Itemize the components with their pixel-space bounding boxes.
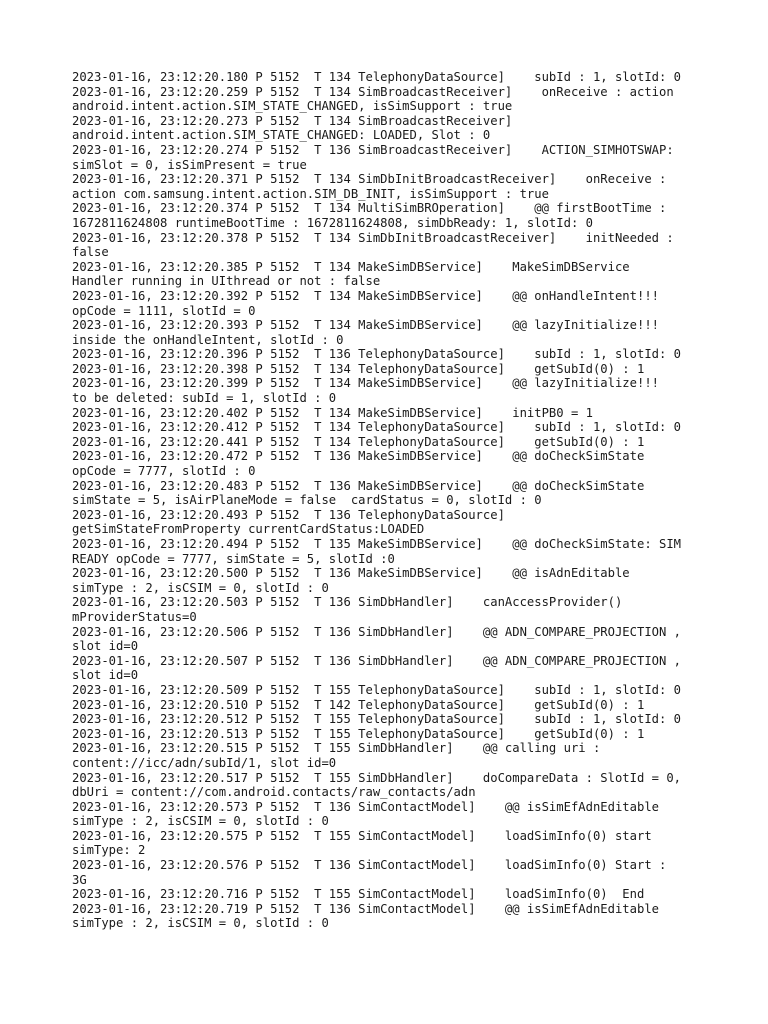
- log-line: simType : 2, isCSIM = 0, slotId : 0: [72, 814, 329, 829]
- log-line: simSlot = 0, isSimPresent = true: [72, 157, 307, 172]
- log-line: inside the onHandleIntent, slotId : 0: [72, 332, 344, 347]
- log-line: 2023-01-16, 23:12:20.371 P 5152 T 134 SimDbInitBroadcastReceiver] onReceive :: [72, 172, 667, 187]
- log-line: READY opCode = 7777, simState = 5, slotId :0: [72, 551, 395, 566]
- log-line: simType : 2, isCSIM = 0, slotId : 0: [72, 580, 329, 595]
- log-line: 2023-01-16, 23:12:20.402 P 5152 T 134 MakeSimDBService] initPB0 = 1: [72, 405, 593, 420]
- log-line: 2023-01-16, 23:12:20.396 P 5152 T 136 TelephonyDataSource] subId : 1, slotId: 0: [72, 347, 682, 362]
- log-line: 2023-01-16, 23:12:20.500 P 5152 T 136 MakeSimDBService] @@ isAdnEditable: [72, 566, 630, 581]
- log-line: opCode = 1111, slotId = 0: [72, 303, 256, 318]
- log-line: simState = 5, isAirPlaneMode = false cardStatus = 0, slotId : 0: [72, 493, 542, 508]
- log-line: false: [72, 245, 109, 260]
- log-line: 2023-01-16, 23:12:20.517 P 5152 T 155 SimDbHandler] doCompareData : SlotId = 0,: [72, 770, 682, 785]
- log-line: 1672811624808 runtimeBootTime : 1672811624808, simDbReady: 1, slotId: 0: [72, 215, 593, 230]
- log-line: getSimStateFromProperty currentCardStatus:LOADED: [72, 522, 425, 537]
- log-line: dbUri = content://com.android.contacts/raw_contacts/adn: [72, 785, 476, 800]
- log-line: 2023-01-16, 23:12:20.483 P 5152 T 136 MakeSimDBService] @@ doCheckSimState: [72, 478, 645, 493]
- log-line: content://icc/adn/subId/1, slot id=0: [72, 755, 337, 770]
- log-line: action com.samsung.intent.action.SIM_DB_INIT, isSimSupport : true: [72, 186, 549, 201]
- log-line: 2023-01-16, 23:12:20.512 P 5152 T 155 TelephonyDataSource] subId : 1, slotId: 0: [72, 712, 682, 727]
- log-line: 2023-01-16, 23:12:20.509 P 5152 T 155 TelephonyDataSource] subId : 1, slotId: 0: [72, 682, 682, 697]
- log-line: 2023-01-16, 23:12:20.374 P 5152 T 134 MultiSimBROperation] @@ firstBootTime :: [72, 201, 667, 216]
- log-line: 2023-01-16, 23:12:20.494 P 5152 T 135 MakeSimDBService] @@ doCheckSimState: SIM: [72, 537, 682, 551]
- log-line: 2023-01-16, 23:12:20.493 P 5152 T 136 TelephonyDataSource]: [72, 507, 505, 522]
- log-line: simType : 2, isCSIM = 0, slotId : 0: [72, 916, 329, 931]
- log-line: slot id=0: [72, 668, 139, 683]
- log-line: 2023-01-16, 23:12:20.507 P 5152 T 136 SimDbHandler] @@ ADN_COMPARE_PROJECTION ,: [72, 653, 682, 668]
- log-line: 2023-01-16, 23:12:20.385 P 5152 T 134 MakeSimDBService] MakeSimDBService: [72, 259, 630, 274]
- log-line: 2023-01-16, 23:12:20.513 P 5152 T 155 TelephonyDataSource] getSubId(0) : 1: [72, 726, 645, 741]
- log-line: android.intent.action.SIM_STATE_CHANGED: LOADED, Slot : 0: [72, 128, 491, 143]
- log-line: 2023-01-16, 23:12:20.719 P 5152 T 136 SimContactModel] @@ isSimEfAdnEditable: [72, 901, 659, 916]
- log-line: to be deleted: subId = 1, slotId : 0: [72, 391, 337, 406]
- log-line: 2023-01-16, 23:12:20.378 P 5152 T 134 SimDbInitBroadcastReceiver] initNeeded :: [72, 230, 674, 245]
- log-line: 2023-01-16, 23:12:20.575 P 5152 T 155 SimContactModel] loadSimInfo(0) start: [72, 828, 652, 843]
- log-line: 2023-01-16, 23:12:20.412 P 5152 T 134 TelephonyDataSource] subId : 1, slotId: 0: [72, 420, 682, 435]
- log-line: 2023-01-16, 23:12:20.393 P 5152 T 134 MakeSimDBService] @@ lazyInitialize!!!: [72, 318, 659, 333]
- log-line: android.intent.action.SIM_STATE_CHANGED, isSimSupport : true: [72, 99, 513, 114]
- log-line: 2023-01-16, 23:12:20.506 P 5152 T 136 SimDbHandler] @@ ADN_COMPARE_PROJECTION ,: [72, 624, 682, 639]
- log-line: 2023-01-16, 23:12:20.180 P 5152 T 134 TelephonyDataSource] subId : 1, slotId: 0: [72, 70, 682, 84]
- log-line: simType: 2: [72, 843, 146, 858]
- log-line: 2023-01-16, 23:12:20.510 P 5152 T 142 TelephonyDataSource] getSubId(0) : 1: [72, 697, 645, 712]
- log-line: 2023-01-16, 23:12:20.259 P 5152 T 134 SimBroadcastReceiver] onReceive : action: [72, 84, 674, 99]
- log-line: 2023-01-16, 23:12:20.441 P 5152 T 134 TelephonyDataSource] getSubId(0) : 1: [72, 434, 645, 449]
- log-line: 2023-01-16, 23:12:20.472 P 5152 T 136 MakeSimDBService] @@ doCheckSimState: [72, 449, 645, 464]
- log-line: 2023-01-16, 23:12:20.503 P 5152 T 136 SimDbHandler] canAccessProvider(): [72, 595, 623, 610]
- log-line: 2023-01-16, 23:12:20.392 P 5152 T 134 MakeSimDBService] @@ onHandleIntent!!!: [72, 288, 659, 303]
- log-line: 2023-01-16, 23:12:20.399 P 5152 T 134 MakeSimDBService] @@ lazyInitialize!!!: [72, 376, 659, 391]
- log-text-block: [72, 70, 712, 931]
- log-line: opCode = 7777, slotId : 0: [72, 464, 256, 479]
- log-line: 2023-01-16, 23:12:20.398 P 5152 T 134 TelephonyDataSource] getSubId(0) : 1: [72, 361, 645, 376]
- log-line: Handler running in UIthread or not : false: [72, 274, 381, 289]
- log-line: 2023-01-16, 23:12:20.576 P 5152 T 136 SimContactModel] loadSimInfo(0) Start :: [72, 858, 667, 873]
- log-line: 2023-01-16, 23:12:20.573 P 5152 T 136 SimContactModel] @@ isSimEfAdnEditable: [72, 799, 659, 814]
- log-line: 2023-01-16, 23:12:20.716 P 5152 T 155 SimContactModel] loadSimInfo(0) End: [72, 887, 645, 902]
- log-line: 2023-01-16, 23:12:20.274 P 5152 T 136 SimBroadcastReceiver] ACTION_SIMHOTSWAP:: [72, 142, 674, 157]
- log-line: 3G: [72, 872, 87, 887]
- log-line: 2023-01-16, 23:12:20.273 P 5152 T 134 SimBroadcastReceiver]: [72, 113, 513, 128]
- log-line: mProviderStatus=0: [72, 609, 197, 624]
- log-line: slot id=0: [72, 639, 139, 654]
- log-line: 2023-01-16, 23:12:20.515 P 5152 T 155 SimDbHandler] @@ calling uri :: [72, 741, 601, 756]
